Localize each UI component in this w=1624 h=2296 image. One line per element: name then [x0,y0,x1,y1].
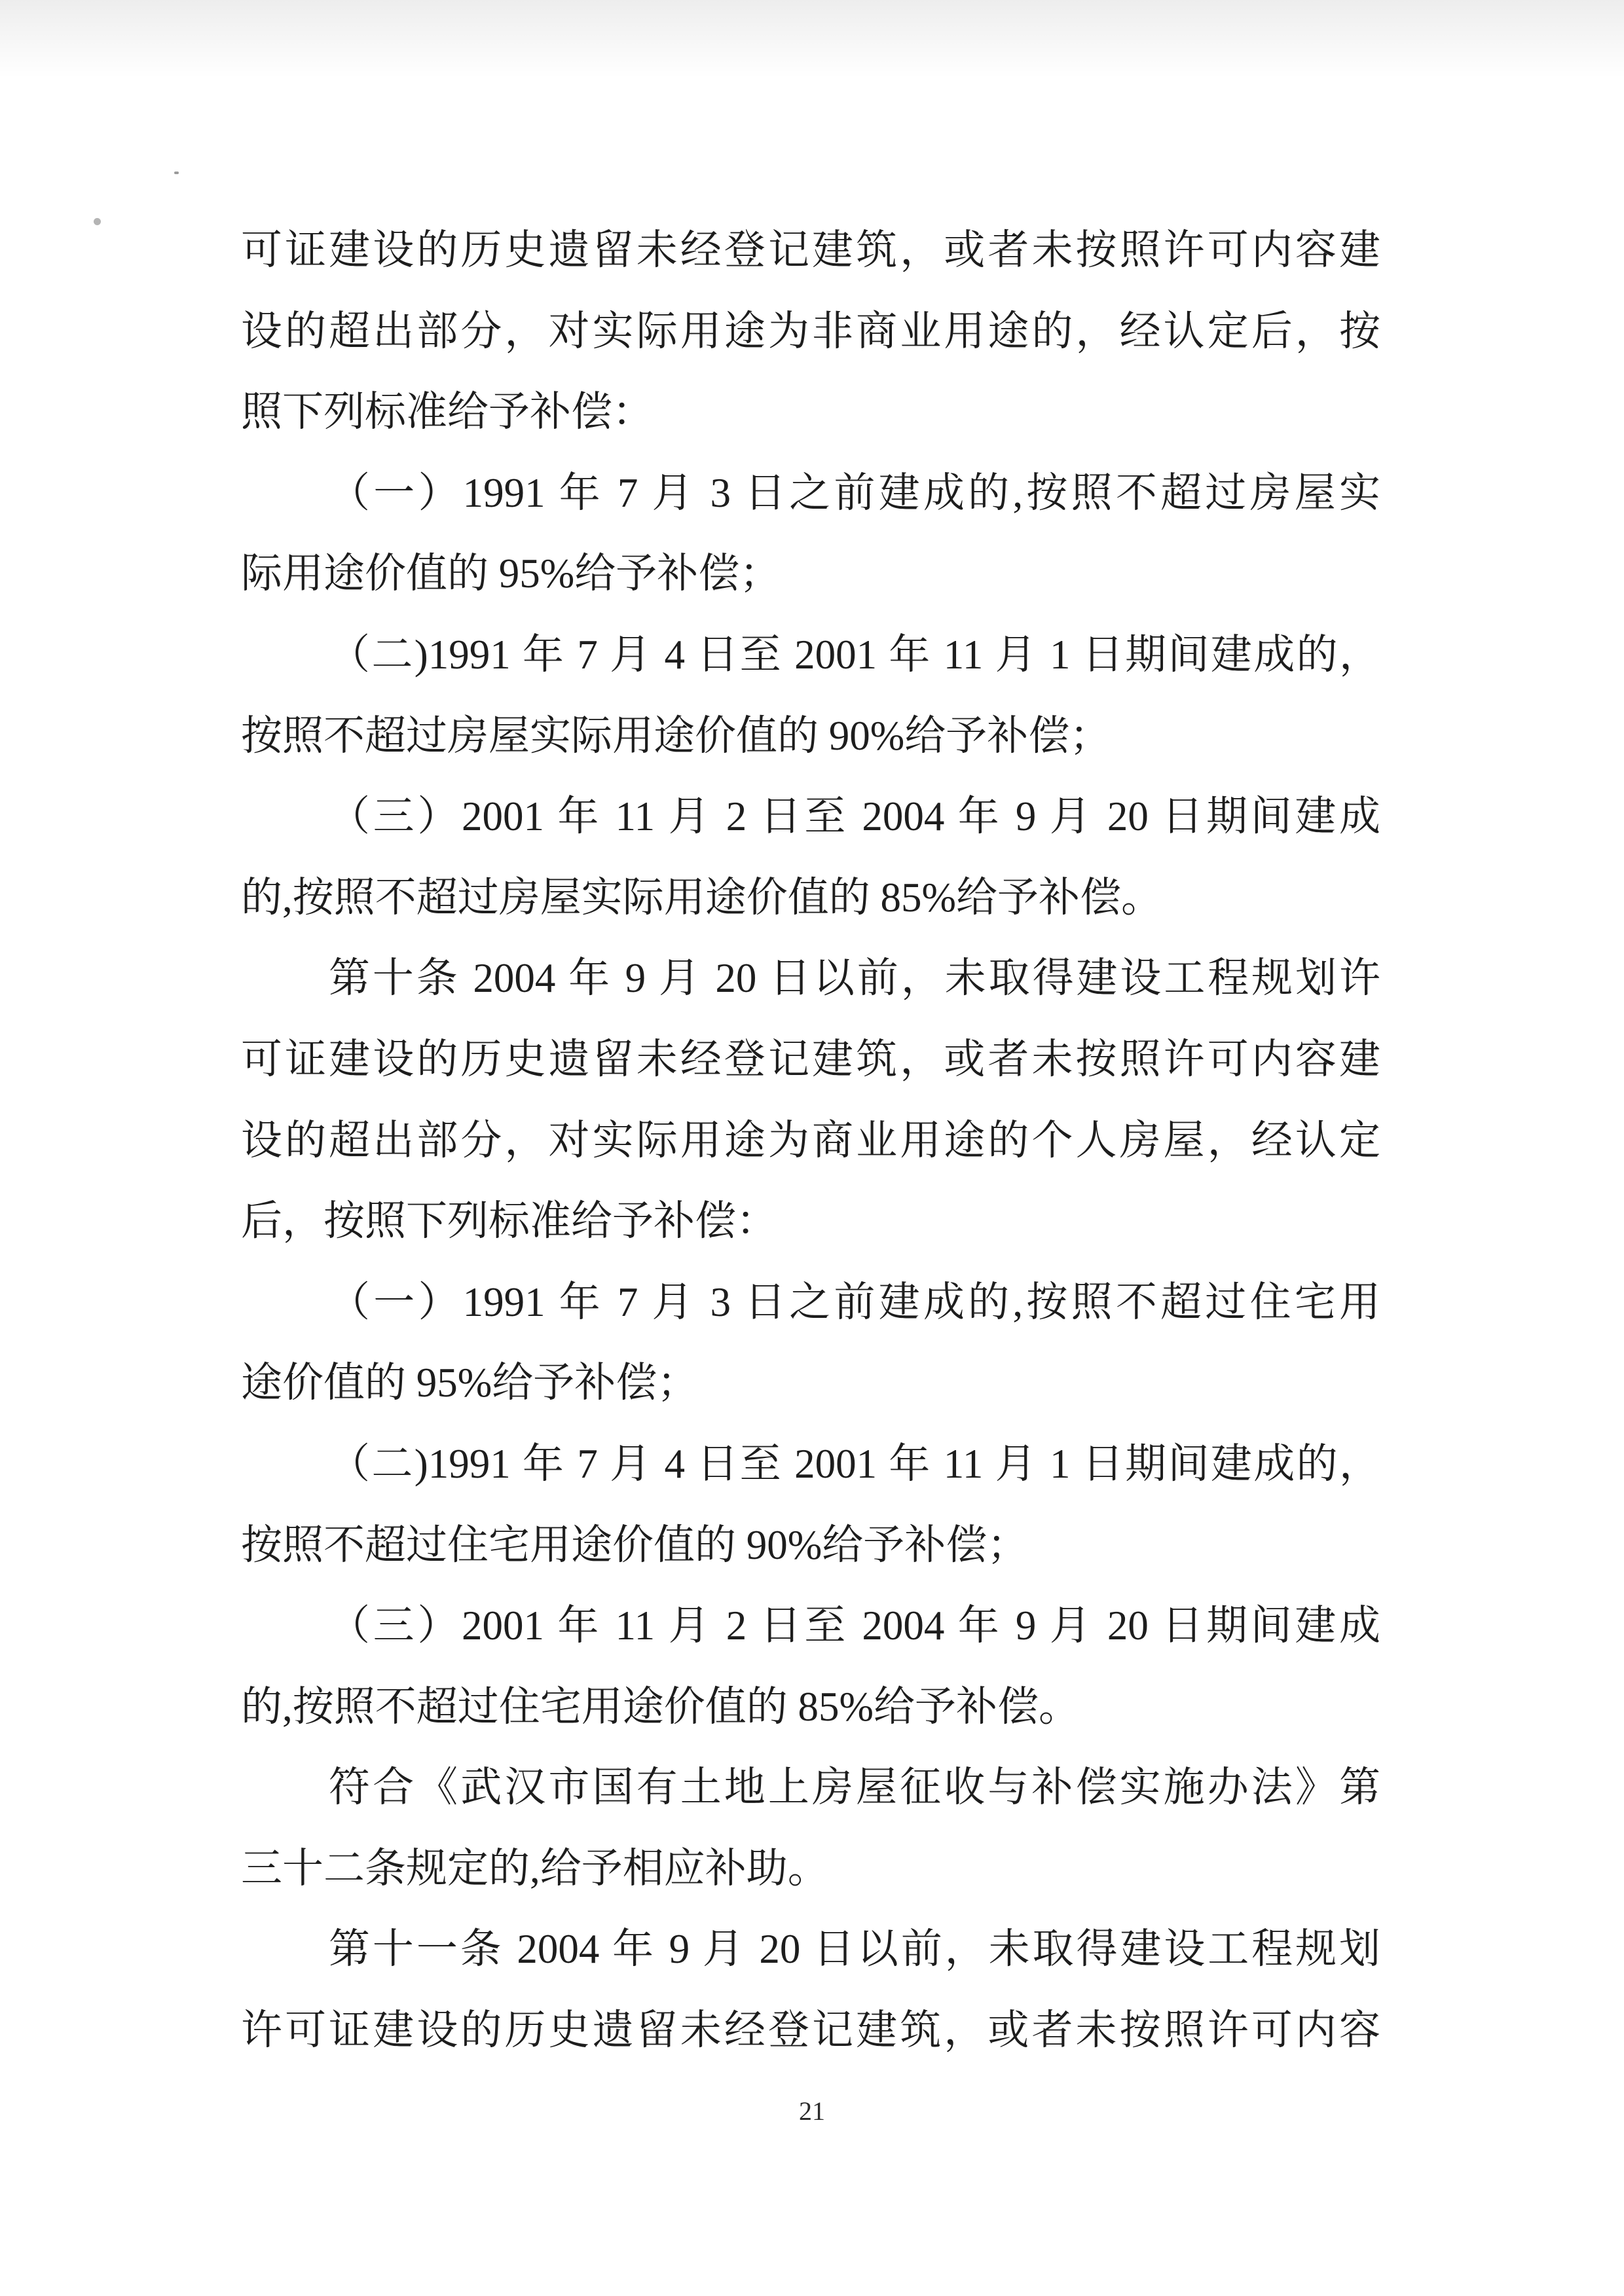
text-line: （一）1991 年 7 月 3 日之前建成的,按照不超过房屋实 [329,469,1380,516]
text-line: 设的超出部分，对实际用途为商业用途的个人房屋，经认定 [241,1117,1380,1163]
page-number: 21 [799,2096,825,2126]
text-line: 符合《武汉市国有土地上房屋征收与补偿实施办法》第 [329,1764,1380,1811]
continued-clause-text [241,210,1380,453]
text-line: （三）2001 年 11 月 2 日至 2004 年 9 月 20 日期间建成 [329,793,1380,840]
text-line: 的,按照不超过住宅用途价值的 85%给予补偿。 [241,1683,1080,1730]
text-line: （一）1991 年 7 月 3 日之前建成的,按照不超过住宅用 [329,1279,1380,1325]
clause-item-3-residential [241,1586,1380,1747]
text-line: 照下列标准给予补偿： [241,389,654,435]
scan-speck [94,218,101,225]
clause-item-1-residential [241,1262,1380,1424]
body-text [241,210,1380,2071]
clause-item-2-residential [241,1424,1380,1586]
text-line: 第十条 2004 年 9 月 20 日以前，未取得建设工程规划许 [329,955,1380,1002]
scan-speck [174,172,179,174]
text-line: 可证建设的历史遗留未经登记建筑，或者未按照许可内容建 [241,1036,1380,1082]
text-line: 按照不超过住宅用途价值的 90%给予补偿； [241,1522,1029,1568]
text-line: 途价值的 95%给予补偿； [241,1360,699,1406]
text-line: 后，按照下列标准给予补偿： [241,1198,777,1245]
text-line: 际用途价值的 95%给予补偿； [241,551,781,597]
text-line: 按照不超过房屋实际用途价值的 90%给予补偿； [241,712,1111,759]
text-line: （二)1991 年 7 月 4 日至 2001 年 11 月 1 日期间建成的， [329,631,1380,678]
clause-item-3-house [241,776,1380,938]
text-line: 的,按照不超过房屋实际用途价值的 85%给予补偿。 [241,874,1162,920]
clause-item-1-house [241,453,1380,615]
text-line: （二)1991 年 7 月 4 日至 2001 年 11 月 1 日期间建成的， [329,1440,1380,1487]
article-10 [241,938,1380,1262]
subsidy-note [241,1747,1380,1909]
text-line: 许可证建设的历史遗留未经登记建筑，或者未按照许可内容 [241,2007,1380,2054]
article-11 [241,1909,1380,2071]
text-line: （三）2001 年 11 月 2 日至 2004 年 9 月 20 日期间建成 [329,1603,1380,1649]
text-line: 可证建设的历史遗留未经登记建筑，或者未按照许可内容建 [241,227,1380,273]
text-line: 第十一条 2004 年 9 月 20 日以前，未取得建设工程规划 [329,1926,1380,1973]
text-line: 三十二条规定的,给予相应补助。 [241,1845,829,1891]
text-line: 设的超出部分，对实际用途为非商业用途的，经认定后，按 [241,308,1380,354]
clause-item-2-house [241,615,1380,776]
scan-shadow-band [0,0,1624,79]
